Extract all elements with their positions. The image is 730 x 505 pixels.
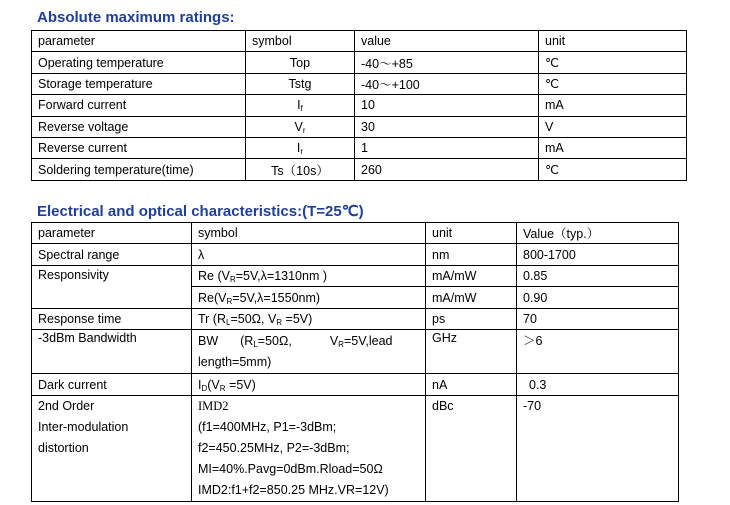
symbol-cell: $Re(V_R=5V,\lambda=1550nm)$ [192, 287, 426, 309]
absolute-max-ratings-table [31, 30, 687, 181]
value-cell: 70 [517, 309, 679, 330]
table-row [32, 159, 687, 180]
table-row [32, 73, 687, 94]
unit-cell: ℃ [539, 73, 687, 94]
value-cell: -40～+85 [355, 52, 539, 73]
electrical-optical-table [31, 222, 679, 502]
value-cell: 0.90 [517, 287, 679, 309]
header-value: Value（typ.） [517, 223, 679, 244]
value-cell: 1 [355, 137, 539, 158]
value-cell: 0.85 [517, 266, 679, 287]
value-cell: 260 [355, 159, 539, 180]
value-cell: 0.3 [517, 374, 679, 396]
table-row [32, 330, 679, 374]
param-cell: -3dBm Bandwidth [32, 330, 192, 374]
electrical-optical-title: Electrical and optical characteristics:(T=25℃) [37, 203, 364, 220]
unit-cell: mA [539, 95, 687, 116]
unit-cell: ℃ [539, 159, 687, 180]
unit-cell: ps [426, 309, 517, 330]
table-row [32, 396, 679, 502]
table-row [32, 309, 679, 330]
symbol-cell: BW ($R_L=50\Omega$, $V_R=5V,lead$ length=5mm) [192, 330, 426, 374]
symbol-cell: Tstg [246, 73, 355, 94]
table-header-row [32, 223, 679, 244]
symbol-cell: $V_r$ [246, 116, 355, 137]
value-cell: ＞6 [517, 330, 679, 374]
param-cell: Dark current [32, 374, 192, 396]
param-cell: Storage temperature [32, 73, 246, 94]
value-cell: 10 [355, 95, 539, 116]
header-symbol: symbol [192, 223, 426, 244]
symbol-cell: Ts（10s） [246, 159, 355, 180]
unit-cell: nm [426, 244, 517, 266]
param-cell: Reverse current [32, 137, 246, 158]
unit-cell: GHz [426, 330, 517, 374]
value-cell: -70 [517, 396, 679, 502]
table-row [32, 266, 679, 287]
table-row [32, 52, 687, 73]
symbol-cell: Re ($V_R=5V,\lambda=1310nm$ ) [192, 266, 426, 287]
symbol-cell: λ [192, 244, 426, 266]
unit-cell: nA [426, 374, 517, 396]
table-row [32, 95, 687, 116]
unit-cell: mA/mW [426, 287, 517, 309]
symbol-cell: $I_f$ [246, 95, 355, 116]
unit-cell: dBc [426, 396, 517, 502]
symbol-cell: $I_D(V_R =5V)$ [192, 374, 426, 396]
unit-cell: V [539, 116, 687, 137]
symbol-cell: $I_r$ [246, 137, 355, 158]
header-parameter: parameter [32, 31, 246, 52]
param-cell: Soldering temperature(time) [32, 159, 246, 180]
value-cell: -40～+100 [355, 73, 539, 94]
symbol-cell: Tr ($R_L=50\Omega$, $V_R =5V$) [192, 309, 426, 330]
header-unit: unit [539, 31, 687, 52]
abs-max-title: Absolute maximum ratings: [37, 9, 235, 26]
table-row [32, 137, 687, 158]
table-header-row [32, 31, 687, 52]
param-cell: 2nd Order Inter-modulation distortion [32, 396, 192, 502]
param-cell: Forward current [32, 95, 246, 116]
header-value: value [355, 31, 539, 52]
value-cell: 800-1700 [517, 244, 679, 266]
header-parameter: parameter [32, 223, 192, 244]
table-row [32, 116, 687, 137]
header-unit: unit [426, 223, 517, 244]
param-cell: Response time [32, 309, 192, 330]
value-cell: 30 [355, 116, 539, 137]
param-cell: Responsivity [32, 266, 192, 309]
table-row [32, 374, 679, 396]
symbol-cell: IMD2 (f1=400MHz, P1=-3dBm; f2=450.25MHz, P2=-3dBm; MI=40%.Pavg=0dBm.Rload=50Ω IMD2:f1+f2=850.25 MHz.VR=12V) [192, 396, 426, 502]
unit-cell: mA [539, 137, 687, 158]
symbol-cell: Top [246, 52, 355, 73]
header-symbol: symbol [246, 31, 355, 52]
unit-cell: ℃ [539, 52, 687, 73]
unit-cell: mA/mW [426, 266, 517, 287]
param-cell: Spectral range [32, 244, 192, 266]
param-cell: Operating temperature [32, 52, 246, 73]
table-row [32, 244, 679, 266]
param-cell: Reverse voltage [32, 116, 246, 137]
